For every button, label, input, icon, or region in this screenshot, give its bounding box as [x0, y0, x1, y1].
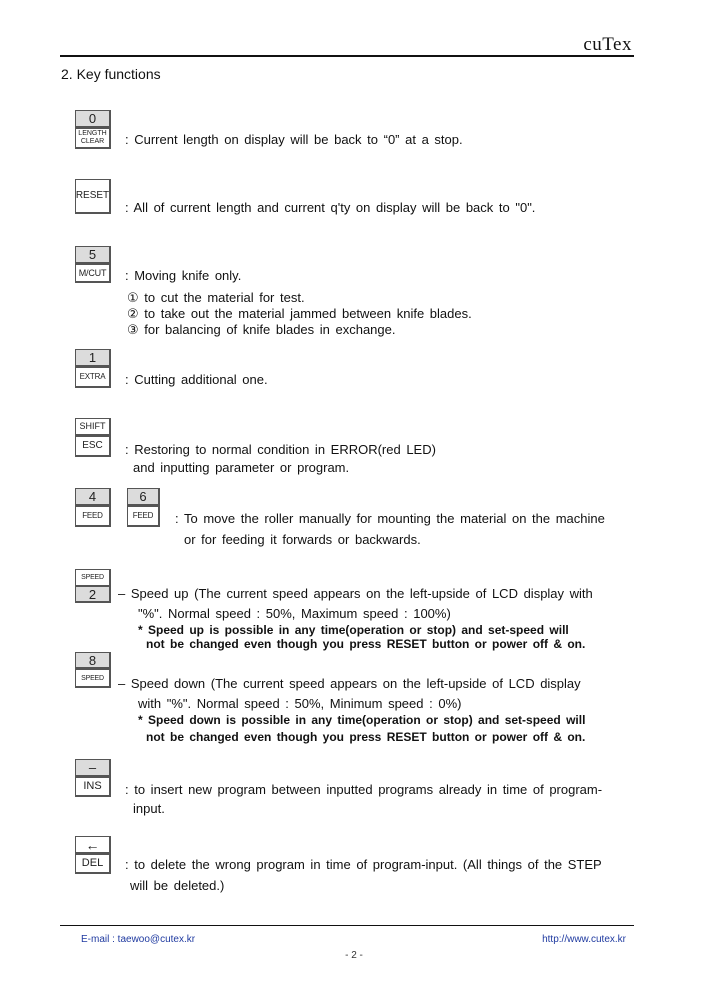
footer-email: E-mail : taewoo@cutex.kr: [81, 934, 196, 945]
feed-description-line2: or for feeding it forwards or backwards.: [184, 532, 421, 547]
esc-description-line1: : Restoring to normal condition in ERROR(red LED): [125, 442, 436, 457]
speed-up-line2: "%". Normal speed : 50%, Maximum speed : 100%): [138, 606, 451, 621]
speed-down-line2: with "%". Normal speed : 50%, Minimum speed : 0%): [138, 696, 462, 711]
key-5: 5: [75, 246, 111, 264]
key-shift: SHIFT: [75, 418, 111, 436]
backspace-arrow-icon: ←: [75, 836, 111, 854]
footer-rule: [60, 925, 634, 926]
speed-up-note-line1: * Speed up is possible in any time(operation or stop) and set-speed will: [138, 623, 569, 637]
key-speed-up-label: SPEED: [75, 569, 111, 587]
feed-description-line1: : To move the roller manually for mounting the material on the machine: [175, 511, 605, 526]
speed-down-note-line2: not be changed even though you press RESET button or power off & on.: [146, 730, 586, 744]
ins-description-line2: input.: [133, 801, 165, 816]
key-del: DEL: [75, 854, 111, 874]
key-speed-down-label: SPEED: [75, 669, 111, 688]
key-4: 4: [75, 488, 111, 506]
section-title: 2. Key functions: [61, 66, 161, 82]
del-description-line2: will be deleted.): [130, 878, 225, 893]
speed-down-note-line1: * Speed down is possible in any time(operation or stop) and set-speed will: [138, 713, 586, 727]
key-8: 8: [75, 652, 111, 669]
speed-up-line1: – Speed up (The current speed appears on the left-upside of LCD display with: [118, 586, 593, 601]
mcut-item-1: ① to cut the material for test.: [127, 290, 305, 305]
key-ins: INS: [75, 777, 111, 797]
key-length-clear: LENGTH CLEAR: [75, 128, 111, 149]
key-reset: RESET: [75, 179, 111, 214]
key-1: 1: [75, 349, 111, 367]
key-2: 2: [75, 586, 111, 603]
footer-url: http://www.cutex.kr: [542, 934, 626, 945]
reset-description: : All of current length and current q'ty on display will be back to "0".: [125, 200, 536, 215]
key-0: 0: [75, 110, 111, 128]
del-description-line1: : to delete the wrong program in time of program-input. (All things of the STEP: [125, 857, 602, 872]
key-feed-forward: FEED: [127, 506, 160, 527]
speed-down-line1: – Speed down (The current speed appears on the left-upside of LCD display: [118, 676, 581, 691]
ins-description-line1: : to insert new program between inputted programs already in time of program-: [125, 782, 603, 797]
speed-up-note-line2: not be changed even though you press RESET button or power off & on.: [146, 637, 586, 651]
key-6: 6: [127, 488, 160, 506]
key-feed-backward: FEED: [75, 506, 111, 527]
page-number: - 2 -: [345, 950, 363, 961]
header-rule: [60, 55, 634, 57]
mcut-item-3: ③ for balancing of knife blades in exchange.: [127, 322, 396, 337]
key-mcut: M/CUT: [75, 264, 111, 283]
mcut-item-2: ② to take out the material jammed between knife blades.: [127, 306, 472, 321]
extra-description: : Cutting additional one.: [125, 372, 268, 387]
key-esc: ESC: [75, 436, 111, 457]
mcut-description: : Moving knife only.: [125, 268, 242, 283]
key-extra: EXTRA: [75, 367, 111, 388]
length-clear-description: : Current length on display will be back to “0” at a stop.: [125, 132, 463, 147]
esc-description-line2: and inputting parameter or program.: [133, 460, 350, 475]
key-minus: –: [75, 759, 111, 777]
brand-logo: cuTex: [583, 34, 632, 55]
